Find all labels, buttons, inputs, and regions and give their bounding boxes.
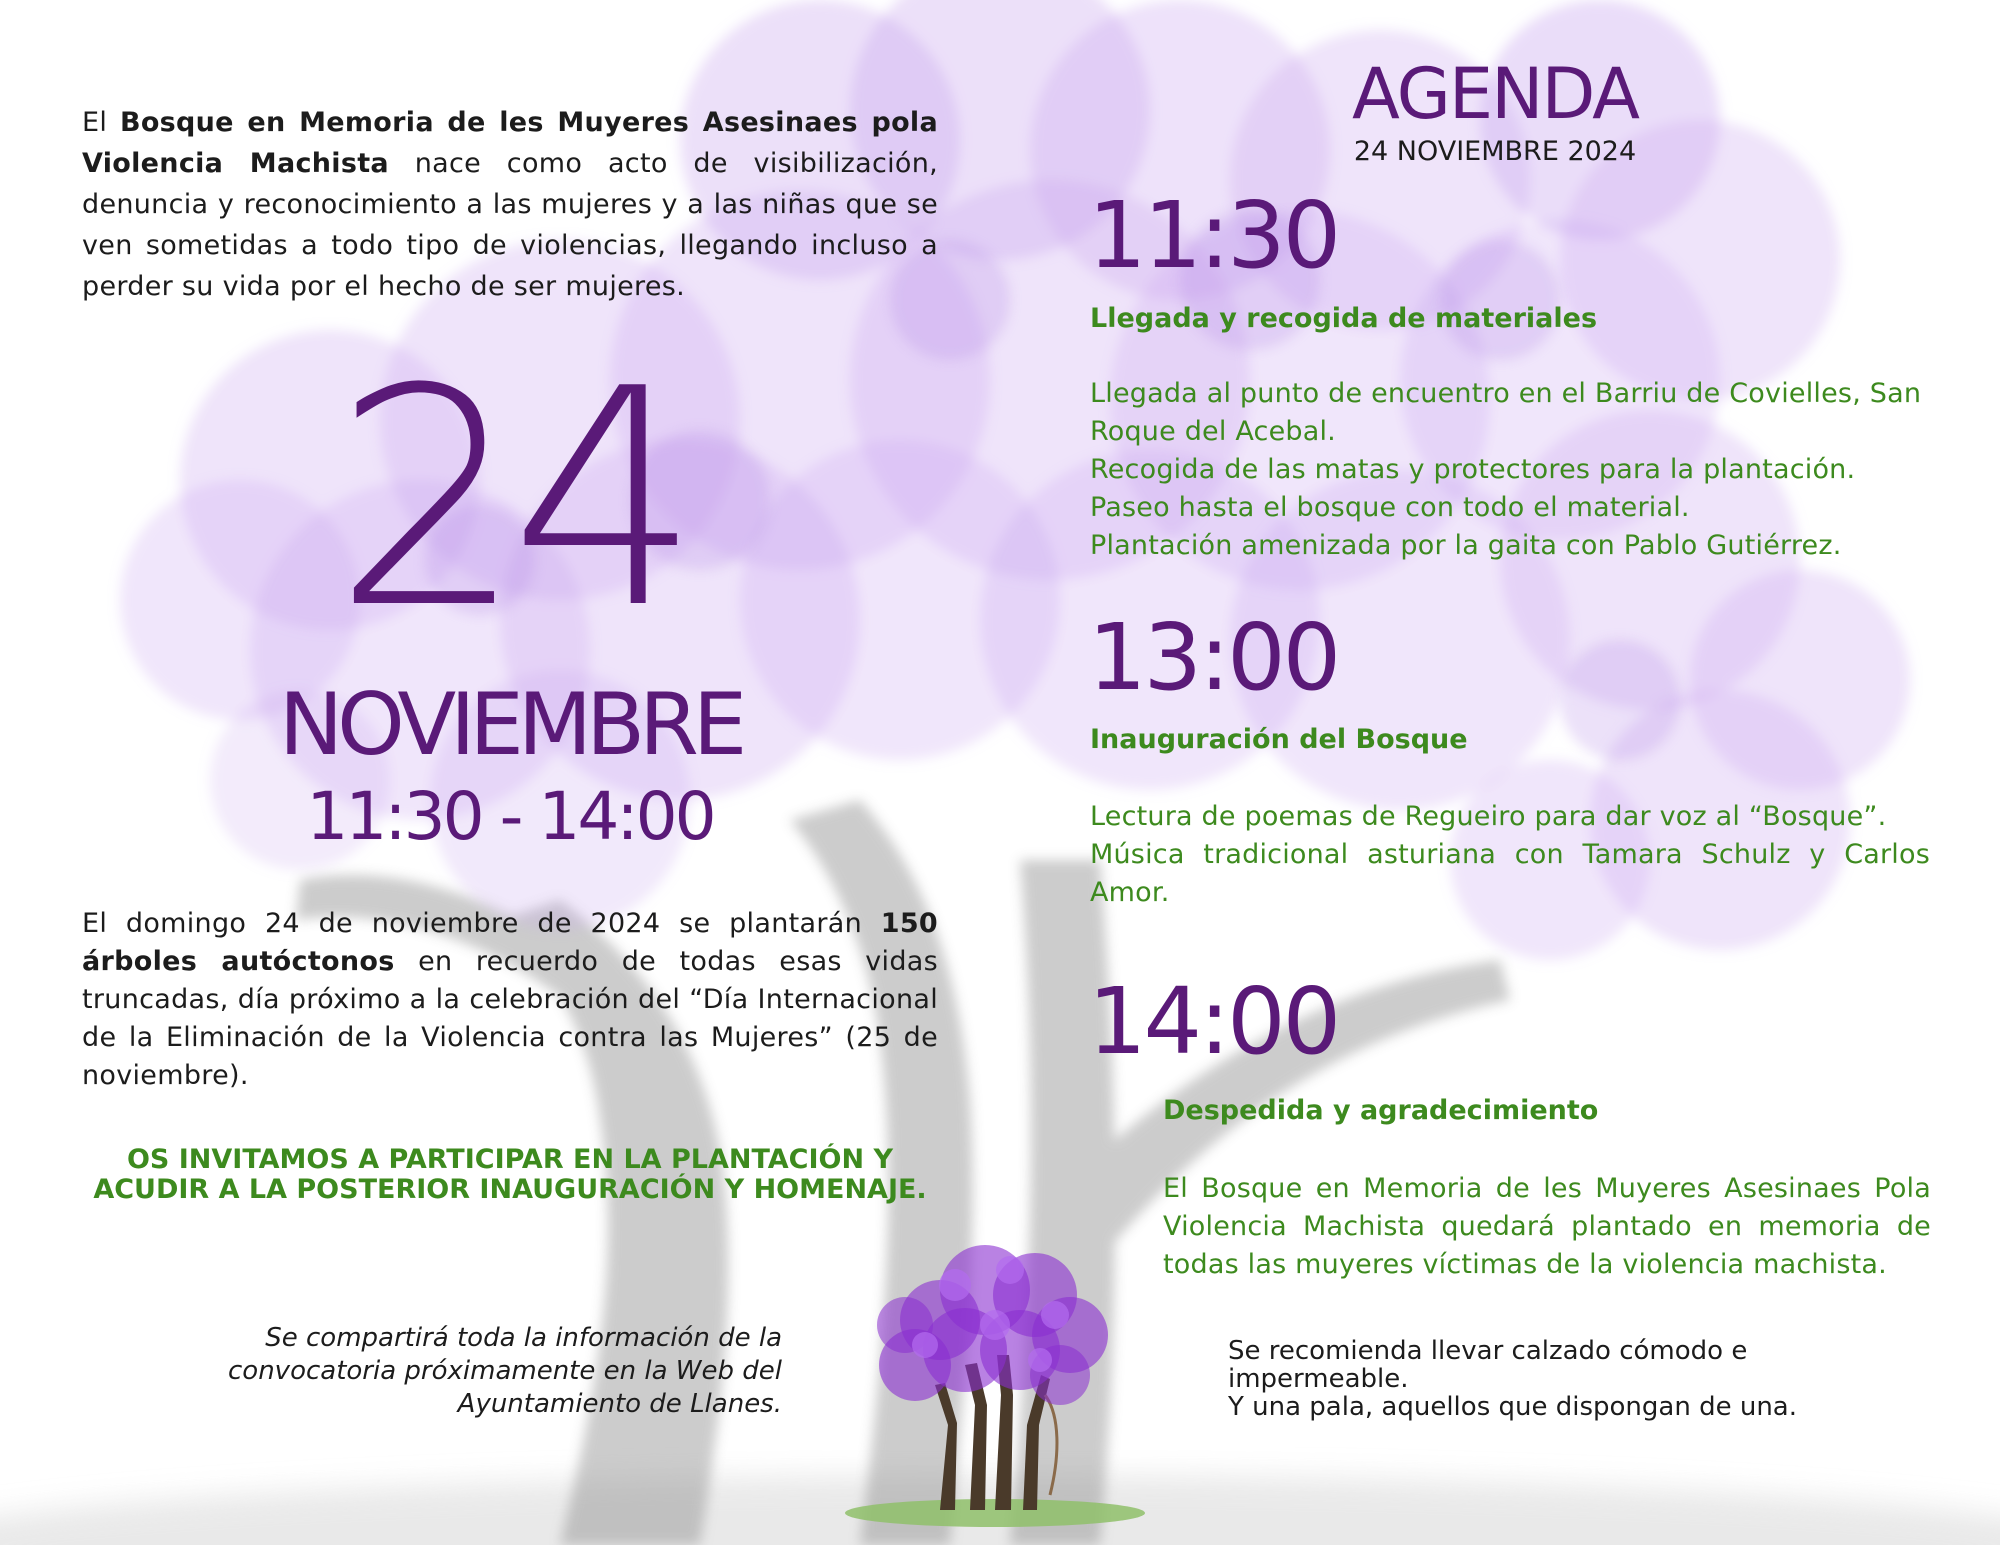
intro-rest: nace como acto de visibilización, denuncia y reconocimiento a las mujeres y a las niñas que se ven sometidas a todo tipo de violencias, llegando incluso a perder su vida por el hecho de ser mujeres. bbox=[82, 148, 939, 302]
planting-prefix: El domingo 24 de noviembre de 2024 se plantarán bbox=[82, 908, 881, 939]
event-2-title: Inauguración del Bosque bbox=[1090, 724, 1468, 755]
recommendation-line: Y una pala, aquellos que dispongan de una. bbox=[1228, 1392, 1798, 1422]
planting-paragraph bbox=[82, 905, 938, 1095]
event-day: 24 bbox=[333, 325, 687, 674]
event-1-line: Paseo hasta el bosque con todo el material. bbox=[1090, 492, 1690, 523]
event-3-time: 14:00 bbox=[1088, 968, 1339, 1075]
event-2-line: Música tradicional asturiana con Tamara Schulz y Carlos Amor. bbox=[1090, 839, 1930, 908]
agenda-title: AGENDA bbox=[1351, 53, 1639, 135]
recommendation-line: Se recomienda llevar calzado cómodo e impermeable. bbox=[1228, 1336, 1748, 1394]
intro-prefix: El bbox=[82, 107, 120, 138]
invitation-callout: OS INVITAMOS A PARTICIPAR EN LA PLANTACIÓN Y ACUDIR A LA POSTERIOR INAUGURACIÓN Y HOMENAJE. bbox=[93, 1144, 927, 1205]
event-hours: 11:30 - 14:00 bbox=[306, 778, 714, 855]
info-note: Se compartirá toda la información de la convocatoria próximamente en la Web del Ayuntamiento de Llanes. bbox=[228, 1323, 782, 1419]
event-2-line: Lectura de poemas de Regueiro para dar voz al “Bosque”. bbox=[1090, 801, 1887, 832]
event-1-time: 11:30 bbox=[1088, 182, 1339, 289]
recommendations bbox=[1228, 1337, 1896, 1421]
planting-bold: 150 árboles autóctonos bbox=[82, 908, 938, 977]
event-1-line: Plantación amenizada por la gaita con Pablo Gutiérrez. bbox=[1090, 530, 1842, 561]
intro-bold: Bosque en Memoria de les Muyeres Asesinaes pola Violencia Machista bbox=[82, 107, 939, 179]
event-3-title: Despedida y agradecimiento bbox=[1163, 1095, 1599, 1126]
tree-logo-illustration bbox=[845, 1225, 1145, 1530]
intro-paragraph bbox=[82, 102, 938, 307]
event-month: NOVIEMBRE bbox=[278, 675, 742, 775]
event-3-description: El Bosque en Memoria de les Muyeres Asesinaes Pola Violencia Machista quedará plantado en memoria de todas las muyeres víctimas de la violencia machista. bbox=[1163, 1173, 1931, 1280]
event-1-line: Recogida de las matas y protectores para la plantación. bbox=[1090, 454, 1856, 485]
event-1-title: Llegada y recogida de materiales bbox=[1090, 303, 1598, 334]
event-1-description bbox=[1090, 375, 1930, 565]
planting-rest: en recuerdo de todas esas vidas truncadas, día próximo a la celebración del “Día Internacional de la Eliminación de la Violencia contra las Mujeres” (25 de noviembre). bbox=[82, 946, 938, 1091]
agenda-date: 24 NOVIEMBRE 2024 bbox=[1353, 136, 1637, 167]
event-2-time: 13:00 bbox=[1088, 604, 1339, 711]
event-2-description bbox=[1090, 798, 1930, 912]
event-1-line: Llegada al punto de encuentro en el Barriu de Covielles, San Roque del Acebal. bbox=[1090, 378, 1922, 447]
